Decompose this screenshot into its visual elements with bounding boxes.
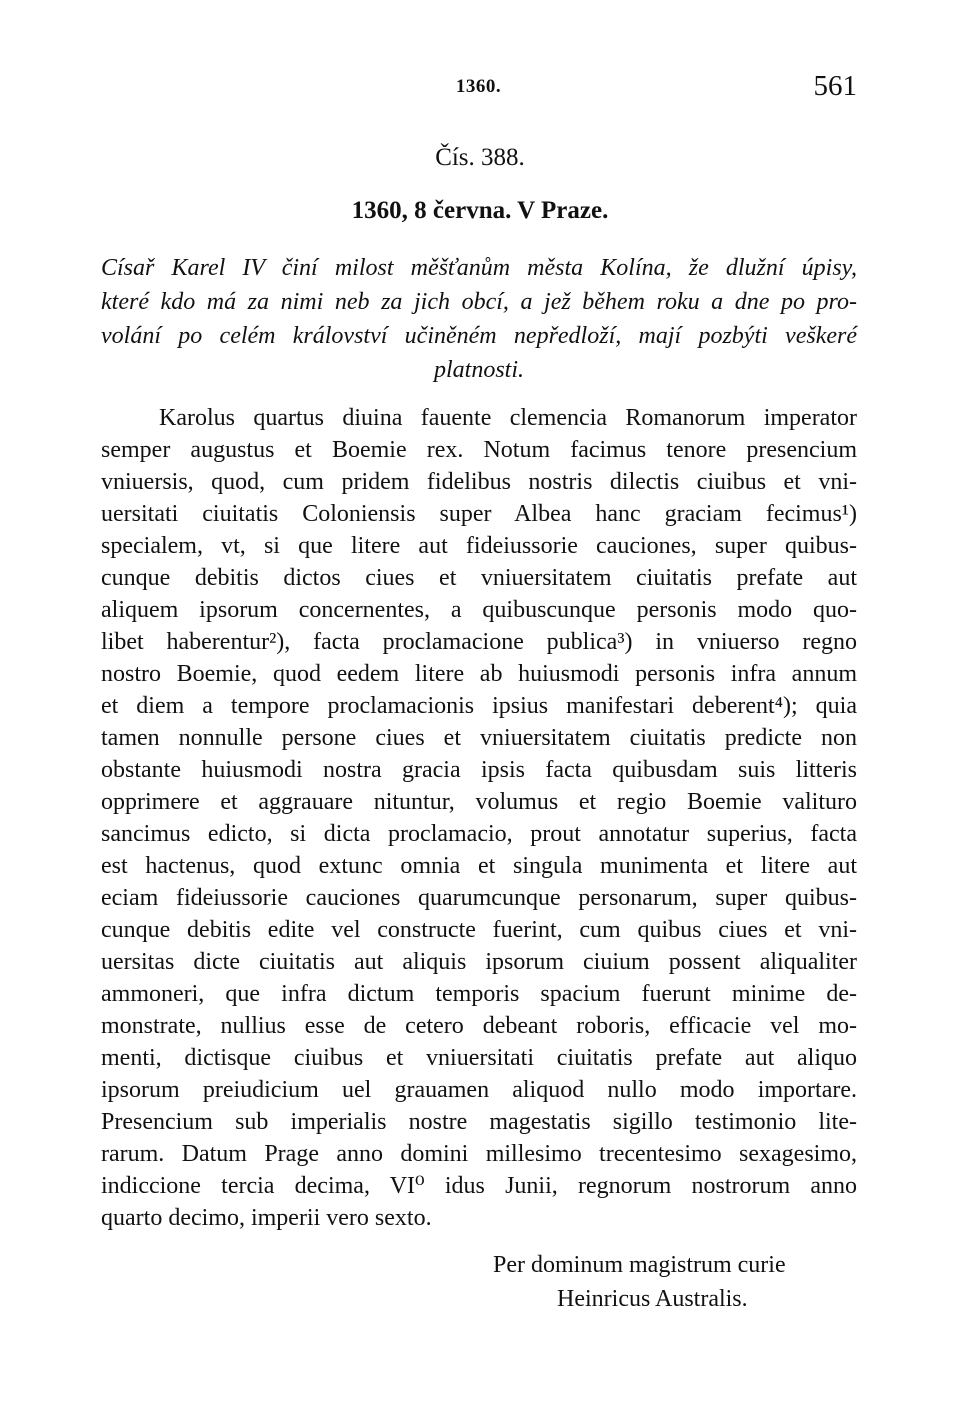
charter-line: monstrate, nullius esse de cetero debeant roboris, efficacie vel mo-	[101, 1013, 857, 1039]
regest-line: platnosti.	[433, 357, 524, 383]
charter-line: semper augustus et Boemie rex. Notum facimus tenore presencium	[101, 437, 857, 463]
subscription	[493, 1248, 786, 1316]
charter-line: nostro Boemie, quod eedem litere ab huiusmodi personis infra annum	[101, 661, 857, 687]
running-head	[100, 70, 857, 106]
charter-line: obstante huiusmodi nostra gracia ipsis facta quibusdam suis litteris	[101, 757, 857, 783]
charter-line: cunque debitis edite vel constructe fuerint, cum quibus ciues et vni-	[101, 917, 857, 943]
regest-line: volání po celém království učiněném nepředloží, mají pozbýti veškeré	[101, 323, 857, 349]
regest-line: které kdo má za nimi neb za jich obcí, a jež během roku a dne po pro-	[101, 289, 857, 315]
document-date-place: 1360, 8 června. V Praze.	[351, 197, 609, 224]
charter-line: ammoneri, que infra dictum temporis spacium fuerunt minime de-	[101, 981, 857, 1007]
subscription-signer: Heinricus Australis.	[557, 1286, 748, 1312]
charter-text	[101, 402, 857, 1234]
charter-line: indiccione tercia decima, VI⁰ idus Junii, regnorum nostrorum anno	[101, 1173, 857, 1199]
charter-line: opprimere et aggrauare nituntur, volumus et regio Boemie valituro	[101, 789, 857, 815]
charter-line: aliquem ipsorum concernentes, a quibuscunque personis modo quo-	[101, 597, 857, 623]
running-head-year: 1360.	[455, 76, 502, 97]
charter-line: libet haberentur²), facta proclamacione publica³) in vniuerso regno	[101, 629, 857, 655]
charter-line: et diem a tempore proclamacionis ipsius manifestari deberent⁴); quia	[101, 693, 857, 719]
charter-line: uersitati ciuitatis Coloniensis super Albea hanc graciam fecimus¹)	[101, 501, 857, 527]
charter-line: ipsorum preiudicium uel grauamen aliquod nullo modo importare.	[101, 1077, 857, 1103]
charter-line: est hactenus, quod extunc omnia et singula munimenta et litere aut	[101, 853, 857, 879]
charter-line: Presencium sub imperialis nostre magestatis sigillo testimonio lite-	[101, 1109, 857, 1135]
charter-line: Karolus quartus diuina fauente clemencia Romanorum imperator	[159, 405, 857, 431]
subscription-line: Per dominum magistrum curie	[493, 1252, 786, 1278]
charter-line: rarum. Datum Prage anno domini millesimo trecentesimo sexagesimo,	[101, 1141, 857, 1167]
regest-summary	[101, 251, 857, 387]
regest-line: Císař Karel IV činí milost měšťanům města Kolína, že dlužní úpisy,	[101, 255, 857, 281]
charter-line: cunque debitis dictos ciues et vniuersitatem ciuitatis prefate aut	[101, 565, 857, 591]
charter-line: menti, dictisque ciuibus et vniuersitati ciuitatis prefate aut aliquo	[101, 1045, 857, 1071]
charter-line: uersitas dicte ciuitatis aut aliquis ipsorum ciuium possent aliqualiter	[101, 949, 857, 975]
charter-line: specialem, vt, si que litere aut fideiussorie cauciones, super quibus-	[101, 533, 857, 559]
charter-line: sancimus edicto, si dicta proclamacio, prout annotatur superius, facta	[101, 821, 857, 847]
page-number: 561	[813, 70, 857, 102]
charter-line: eciam fideiussorie cauciones quarumcunque personarum, super quibus-	[101, 885, 857, 911]
charter-line: tamen nonnulle persone ciues et vniuersitatem ciuitatis predicte non	[101, 725, 857, 751]
charter-line: vniuersis, quod, cum pridem fidelibus nostris dilectis ciuibus et vni-	[101, 469, 857, 495]
document-number: Čís. 388.	[435, 144, 525, 171]
charter-line: quarto decimo, imperii vero sexto.	[101, 1205, 432, 1231]
